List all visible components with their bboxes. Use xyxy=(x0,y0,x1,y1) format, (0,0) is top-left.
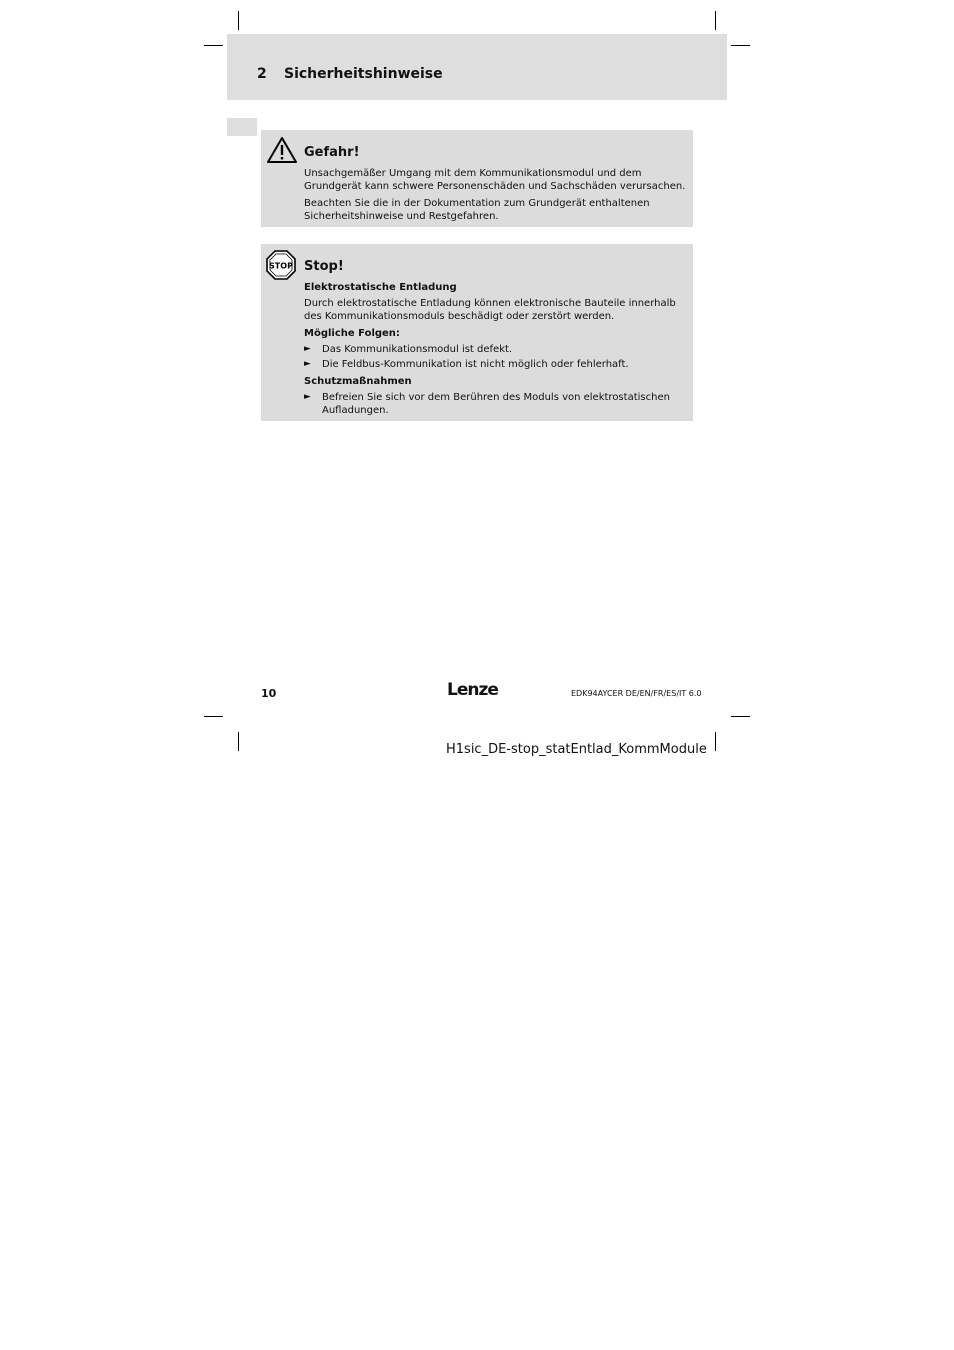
bullet-arrow-icon: ► xyxy=(304,359,311,369)
list-item xyxy=(304,358,687,371)
measures-heading: Schutzmaßnahmen xyxy=(304,376,412,387)
chapter-header xyxy=(227,34,727,100)
danger-paragraph: Unsachgemäßer Umgang mit dem Kommunikationsmodul und dem Grundgerät kann schwere Personenschäden und Sachschäden verursachen. xyxy=(304,168,686,192)
list-item-text: Die Feldbus-Kommunikation ist nicht möglich oder fehlerhaft. xyxy=(322,359,629,370)
stop-note xyxy=(261,244,693,421)
crop-mark xyxy=(715,11,716,30)
danger-paragraph: Beachten Sie die in der Dokumentation zum Grundgerät enthaltenen Sicherheitshinweise und Restgefahren. xyxy=(304,198,650,222)
crop-mark xyxy=(204,716,223,717)
lenze-logo: Lenze xyxy=(447,680,498,700)
crop-mark xyxy=(238,11,239,30)
danger-body xyxy=(304,167,687,227)
chapter-title: Sicherheitshinweise xyxy=(284,66,443,82)
side-tab xyxy=(227,118,257,136)
crop-mark xyxy=(238,732,239,751)
crop-mark xyxy=(731,45,750,46)
danger-note xyxy=(261,130,693,227)
bullet-arrow-icon: ► xyxy=(304,392,311,402)
bullet-arrow-icon: ► xyxy=(304,344,311,354)
crop-mark xyxy=(204,45,223,46)
consequences-heading: Mögliche Folgen: xyxy=(304,328,400,339)
stop-body xyxy=(304,281,687,419)
list-item-text: Das Kommunikationsmodul ist defekt. xyxy=(322,344,513,355)
crop-mark xyxy=(731,716,750,717)
list-item xyxy=(304,343,687,356)
chapter-number: 2 xyxy=(257,66,267,82)
list-item-text: Befreien Sie sich vor dem Berühren des Moduls von elektrostatischen Aufladungen. xyxy=(322,392,670,416)
stop-sign-text: STOP xyxy=(269,261,293,271)
stop-description: Durch elektrostatische Entladung können elektronische Bauteile innerhalb des Kommunikationsmoduls beschädigt oder zerstört werden. xyxy=(304,298,676,322)
list-item xyxy=(304,391,687,417)
warning-triangle-icon xyxy=(266,136,298,168)
stop-sign-icon xyxy=(266,250,296,284)
page-number: 10 xyxy=(261,687,277,700)
file-label: H1sic_DE-stop_statEntlad_KommModule xyxy=(446,742,707,757)
document-code: EDK94AYCER DE/EN/FR/ES/IT 6.0 xyxy=(571,689,702,698)
danger-title: Gefahr! xyxy=(304,145,360,160)
stop-title: Stop! xyxy=(304,259,344,274)
stop-subtitle: Elektrostatische Entladung xyxy=(304,282,457,293)
crop-mark xyxy=(715,732,716,751)
